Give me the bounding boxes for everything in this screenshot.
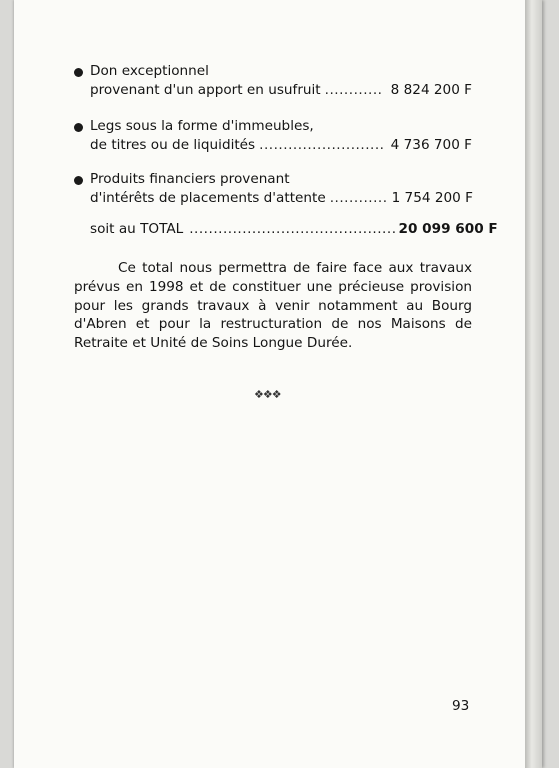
bullet-icon — [74, 123, 83, 132]
entry-label-line2: de titres ou de liquidités .......................... 4 736 700 F — [90, 137, 472, 153]
entry-don — [74, 62, 472, 100]
leader-dots: ............ — [329, 190, 388, 206]
body-paragraph: Ce total nous permettra de faire face aux travaux prévus en 1998 et de constituer une précieuse provision pour les grands travaux à venir notamment au Bourg d'Abren et pour la restructuration de nos Maisons de Retraite et Unité de Soins Longue Durée. — [74, 260, 472, 352]
entry-amount: 4 736 700 F — [390, 137, 472, 153]
entry-produits — [74, 170, 472, 208]
page-number: 93 — [452, 698, 470, 714]
entry-label-line1: Don exceptionnel — [90, 63, 209, 79]
leader-dots: .......................... — [259, 137, 385, 153]
entry-label-line1: Produits financiers provenant — [90, 171, 290, 187]
total-line — [90, 220, 498, 239]
entry-legs — [74, 117, 472, 155]
bullet-icon — [74, 176, 83, 185]
bullet-icon — [74, 68, 83, 77]
entry-amount: 8 824 200 F — [390, 82, 472, 98]
total-label: soit au TOTAL — [90, 221, 184, 237]
leader-dots: ........................................... — [189, 221, 397, 237]
book-page — [14, 0, 542, 768]
leader-dots: ............ — [324, 82, 383, 98]
ornament-icon: ❖❖❖ — [254, 388, 281, 401]
total-amount: 20 099 600 F — [398, 221, 498, 237]
entry-amount: 1 754 200 F — [391, 190, 473, 206]
entry-label-line2: provenant d'un apport en usufruit ............ 8 824 200 F — [90, 82, 472, 98]
entry-label-line2: d'intérêts de placements d'attente ............ 1 754 200 F — [90, 190, 473, 206]
page-edge — [525, 0, 542, 768]
entry-label-line1: Legs sous la forme d'immeubles, — [90, 118, 314, 134]
